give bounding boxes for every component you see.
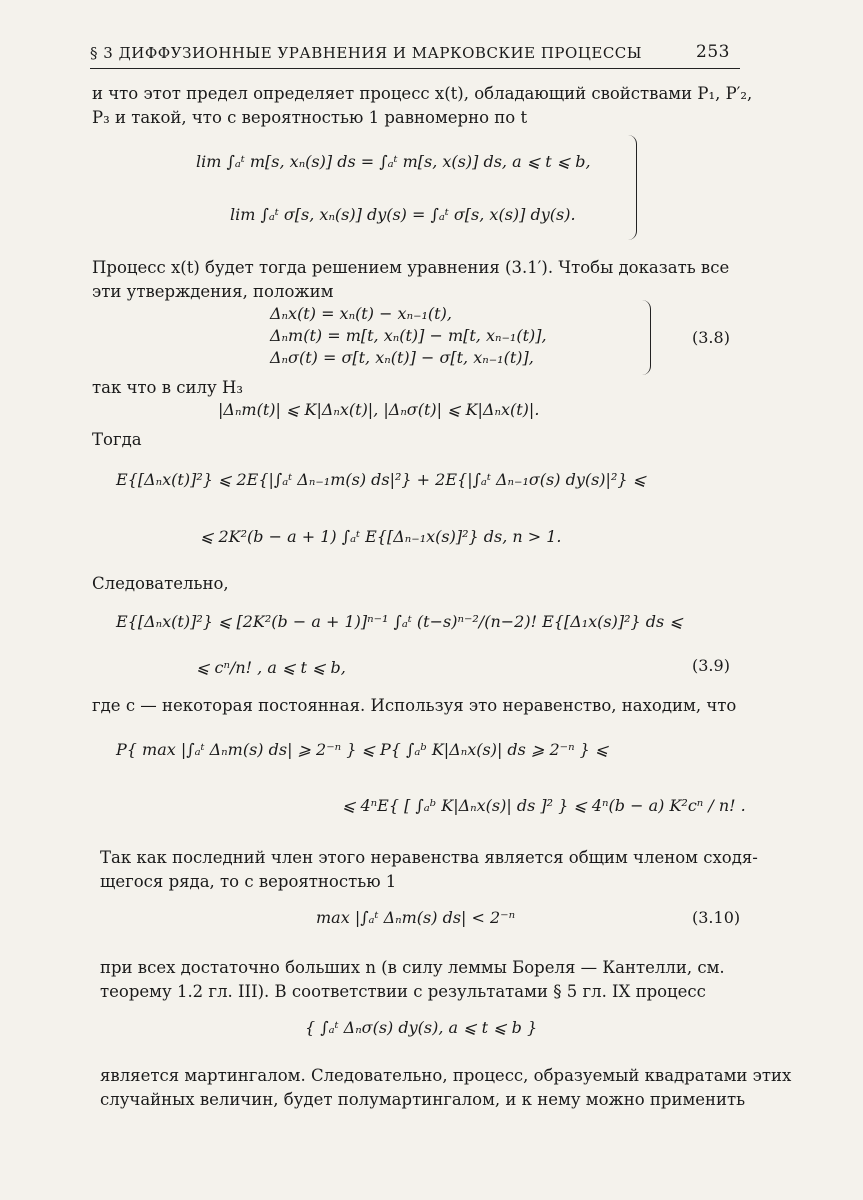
text-line: так что в силу H₃ [92, 378, 243, 397]
text-line: P₃ и такой, что с вероятностью 1 равномерно по t [92, 108, 528, 127]
text-line: Процесс x(t) будет тогда решением уравнения (3.1′). Чтобы доказать все [92, 258, 730, 277]
text-line: теорему 1.2 гл. III). В соответствии с результатами § 5 гл. IX процесс [100, 982, 706, 1001]
formula-delta-x: Δₙx(t) = xₙ(t) − xₙ₋₁(t), [270, 304, 452, 323]
text-line: случайных величин, будет полумартингалом, и к нему можно применить [100, 1090, 746, 1109]
formula-probability-1: P{ max |∫ₐᵗ Δₙm(s) ds| ⩾ 2⁻ⁿ } ⩽ P{ ∫ₐᵇ K|Δₙx(s)| ds ⩾ 2⁻ⁿ } ⩽ [116, 740, 609, 759]
equation-number: (3.8) [692, 328, 730, 347]
text-line: эти утверждения, положим [92, 282, 334, 301]
formula-max-bound: max |∫ₐᵗ Δₙm(s) ds| < 2⁻ⁿ [316, 908, 516, 927]
formula-iterate-2: ⩽ cⁿ/n! , a ⩽ t ⩽ b, [196, 658, 346, 677]
page-number: 253 [696, 42, 730, 62]
formula-limit-diffusion: lim ∫ₐᵗ σ[s, xₙ(s)] dy(s) = ∫ₐᵗ σ[s, x(s)] dy(s). [230, 205, 576, 224]
equation-number: (3.9) [692, 656, 730, 675]
formula-iterate-1: E{[Δₙx(t)]²} ⩽ [2K²(b − a + 1)]ⁿ⁻¹ ∫ₐᵗ (t−s)ⁿ⁻²/(n−2)! E{[Δ₁x(s)]²} ds ⩽ [116, 612, 683, 631]
formula-delta-m: Δₙm(t) = m[t, xₙ(t)] − m[t, xₙ₋₁(t)], [270, 326, 547, 345]
formula-lipschitz: |Δₙm(t)| ⩽ K|Δₙx(t)|, |Δₙσ(t)| ⩽ K|Δₙx(t)|. [218, 400, 540, 419]
formula-limit-drift: lim ∫ₐᵗ m[s, xₙ(s)] ds = ∫ₐᵗ m[s, x(s)] ds, a ⩽ t ⩽ b, [196, 152, 591, 171]
running-header [90, 40, 740, 69]
formula-martingale-set: { ∫ₐᵗ Δₙσ(s) dy(s), a ⩽ t ⩽ b } [305, 1018, 538, 1037]
formula-delta-sigma: Δₙσ(t) = σ[t, xₙ(t)] − σ[t, xₙ₋₁(t)], [270, 348, 534, 367]
text-line: Следовательно, [92, 574, 229, 593]
text-line: и что этот предел определяет процесс x(t), обладающий свойствами P₁, P′₂, [92, 84, 753, 103]
formula-estimate-1: E{[Δₙx(t)]²} ⩽ 2E{|∫ₐᵗ Δₙ₋₁m(s) ds|²} + 2E{|∫ₐᵗ Δₙ₋₁σ(s) dy(s)|²} ⩽ [116, 470, 647, 489]
formula-estimate-2: ⩽ 2K²(b − a + 1) ∫ₐᵗ E{[Δₙ₋₁x(s)]²} ds, n > 1. [200, 527, 562, 546]
text-line: щегося ряда, то с вероятностью 1 [100, 872, 397, 891]
formula-probability-2: ⩽ 4ⁿE{ [ ∫ₐᵇ K|Δₙx(s)| ds ]² } ⩽ 4ⁿ(b − a) K²cⁿ / n! . [342, 796, 746, 815]
text-line: где c — некоторая постоянная. Используя это неравенство, находим, что [92, 696, 737, 715]
right-brace [642, 300, 651, 375]
text-line: Тогда [92, 430, 142, 449]
equation-number: (3.10) [692, 908, 741, 927]
text-line: Так как последний член этого неравенства является общим членом сходя- [100, 848, 758, 867]
text-line: является мартингалом. Следовательно, процесс, образуемый квадратами этих [100, 1066, 792, 1085]
header-title: § 3 ДИФФУЗИОННЫЕ УРАВНЕНИЯ И МАРКОВСКИЕ ПРОЦЕССЫ [90, 44, 643, 62]
right-brace [628, 135, 637, 240]
text-line: при всех достаточно больших n (в силу леммы Бореля — Кантелли, см. [100, 958, 725, 977]
